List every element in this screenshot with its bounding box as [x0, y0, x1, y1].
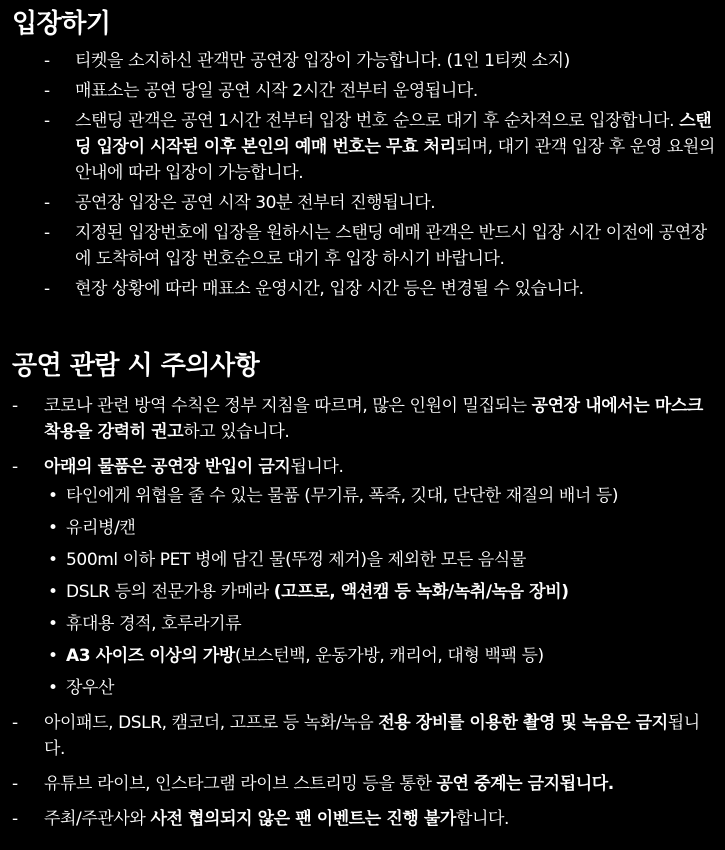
emphasis-text: 아래의 물품은 공연장 반입이 금지	[44, 457, 291, 477]
entry-item	[0, 48, 720, 74]
caution-text	[44, 457, 343, 477]
entry-item	[0, 276, 720, 302]
dot-bullet: •	[48, 614, 58, 634]
text-segment: 티켓을 소지하신 관객만 공연장 입장이 가능합니다. (1인 1티켓 소지)	[75, 51, 570, 71]
dash-bullet: -	[12, 713, 18, 733]
cautions-heading: 공연 관람 시 주의사항	[12, 351, 260, 381]
prohibited-item	[44, 515, 720, 541]
dash-bullet: -	[44, 51, 50, 71]
text-segment: 스탠딩 관객은 공연 1시간 전부터 입장 번호 순으로 대기 후 순차적으로 입장합니다.	[75, 111, 680, 131]
emphasis-text: A3 사이즈 이상의 가방	[66, 646, 235, 666]
caution-item	[0, 393, 720, 445]
text-segment: 주최/주관사와	[44, 809, 151, 829]
dot-bullet: •	[48, 550, 58, 570]
caution-text	[44, 809, 509, 829]
prohibited-item	[44, 547, 720, 573]
dash-bullet: -	[44, 279, 50, 299]
caution-text	[44, 396, 703, 442]
text-segment: DSLR 등의 전문가용 카메라	[66, 582, 274, 602]
dot-bullet: •	[48, 486, 58, 506]
text-segment: 매표소는 공연 당일 공연 시작 2시간 전부터 운영됩니다.	[75, 81, 478, 101]
text-segment: 하고 있습니다.	[183, 422, 290, 442]
text-segment: 지정된 입장번호에 입장을 원하시는 스탠딩 예매 관객은 반드시 입장 시간 이전에 공연장에 도착하여 입장 번호순으로 대기 후 입장 하시기 바랍니다.	[75, 223, 707, 269]
cautions-list	[0, 393, 720, 841]
caution-item	[0, 771, 720, 797]
dash-bullet: -	[12, 809, 18, 829]
emphasis-text: 공연 중계는 금지됩니다.	[436, 774, 614, 794]
text-segment: 장우산	[66, 678, 115, 698]
text-segment: 되며, 대기 관객 입장 후 운영 요원의 안내에 따라 입장이 가능합니다.	[75, 137, 715, 183]
entry-item	[0, 190, 720, 216]
entry-item	[0, 78, 720, 104]
text-segment: 현장 상황에 따라 매표소 운영시간, 입장 시간 등은 변경될 수 있습니다.	[75, 279, 584, 299]
caution-item	[0, 710, 720, 762]
emphasis-text: 스탠딩 입장이 시작된 이후 본인의 예매 번호는 무효 처리	[75, 111, 712, 157]
prohibited-item	[44, 579, 720, 605]
text-segment: (보스턴백, 운동가방, 캐리어, 대형 백팩 등)	[234, 646, 544, 666]
entry-heading: 입장하기	[12, 9, 111, 39]
dash-bullet: -	[44, 223, 50, 243]
dash-bullet: -	[12, 774, 18, 794]
prohibited-item	[44, 611, 720, 637]
caution-item	[0, 806, 720, 832]
prohibited-item	[44, 483, 720, 509]
dash-bullet: -	[44, 81, 50, 101]
dot-bullet: •	[48, 582, 58, 602]
emphasis-text: (고프로, 액션캠 등 녹화/녹취/녹음 장비)	[273, 582, 569, 602]
entry-list	[0, 48, 720, 306]
text-segment: 합니다.	[455, 809, 510, 829]
text-segment: 타인에게 위협을 줄 수 있는 물품 (무기류, 폭죽, 깃대, 단단한 재질의 배너 등)	[66, 486, 619, 506]
dash-bullet: -	[44, 111, 50, 131]
text-segment: 됩니다.	[290, 457, 344, 477]
entry-item	[0, 220, 720, 272]
entry-item	[0, 108, 720, 186]
dash-bullet: -	[44, 193, 50, 213]
text-segment: 됩니다.	[44, 713, 700, 759]
text-segment: 유튜브 라이브, 인스타그램 라이브 스트리밍 등을 통한	[44, 774, 437, 794]
emphasis-text: 사전 협의되지 않은 팬 이벤트는 진행 불가	[150, 809, 456, 829]
emphasis-text: 전용 장비를 이용한 촬영 및 녹음은 금지	[378, 713, 668, 733]
caution-text	[44, 774, 614, 794]
text-segment: 코로나 관련 방역 수칙은 정부 지침을 따르며, 많은 인원이 밀집되는	[44, 396, 532, 416]
dash-bullet: -	[12, 457, 18, 477]
text-segment: 공연장 입장은 공연 시작 30분 전부터 진행됩니다.	[75, 193, 436, 213]
text-segment: 휴대용 경적, 호루라기류	[66, 614, 242, 634]
caution-item	[0, 454, 720, 701]
dot-bullet: •	[48, 518, 58, 538]
dash-bullet: -	[12, 396, 18, 416]
emphasis-text: 공연장 내에서는 마스크 착용을 강력히 권고	[44, 396, 703, 442]
caution-text	[44, 713, 700, 759]
prohibited-item	[44, 643, 720, 669]
text-segment: 아이패드, DSLR, 캠코더, 고프로 등 녹화/녹음	[44, 713, 379, 733]
dot-bullet: •	[48, 646, 58, 666]
text-segment: 500ml 이하 PET 병에 담긴 물(뚜껑 제거)을 제외한 모든 음식물	[66, 550, 526, 570]
text-segment: 유리병/캔	[66, 518, 136, 538]
prohibited-items-list	[44, 483, 720, 701]
prohibited-item	[44, 675, 720, 701]
dot-bullet: •	[48, 678, 58, 698]
